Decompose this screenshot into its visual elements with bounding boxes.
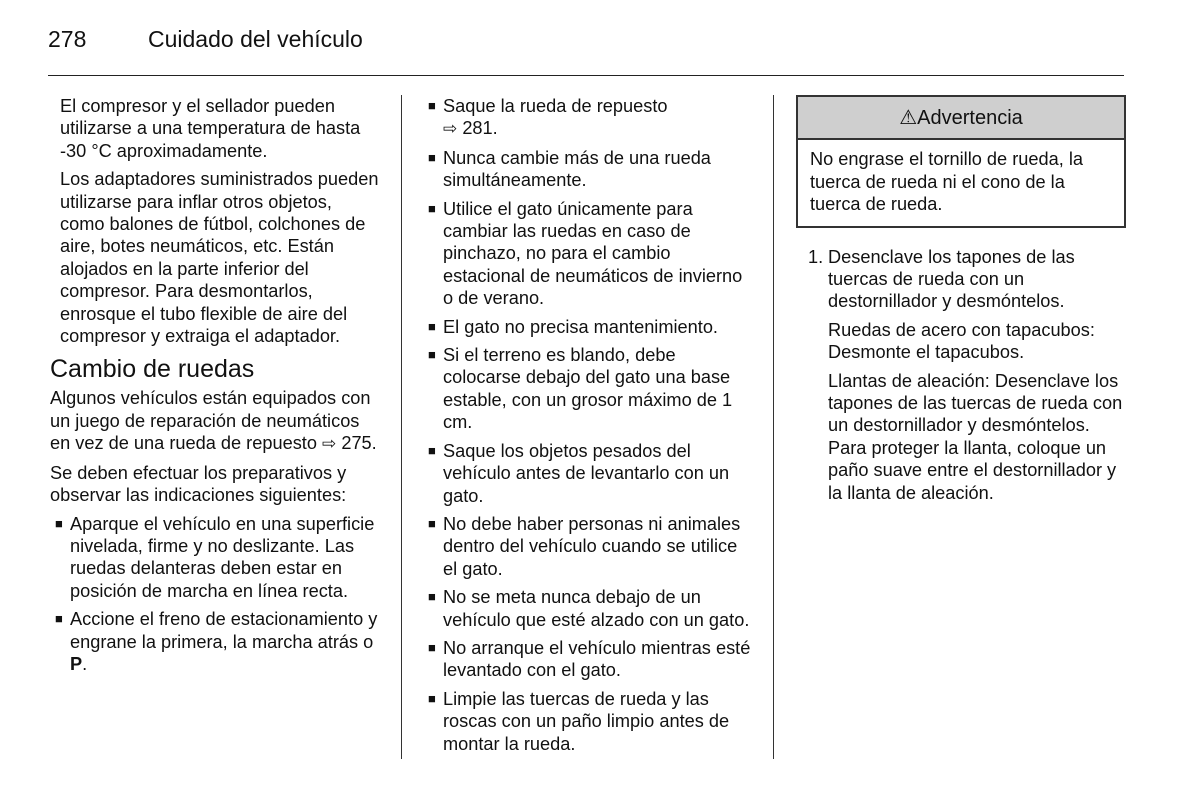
list-item-text: No arranque el vehículo mientras esté levantado con el gato. — [443, 637, 751, 681]
list-item — [423, 440, 753, 507]
list-item — [50, 608, 380, 675]
page-ref: 275. — [341, 433, 377, 454]
page-ref-icon: ⇨ — [322, 434, 337, 454]
paragraph-preparations: Se deben efectuar los preparativos y observar las indicaciones siguientes: — [50, 462, 347, 506]
bullet-list-middle — [423, 95, 753, 755]
warning-text: No engrase el tornillo de rueda, la tuerca de rueda ni el cono de la tuerca de rueda. — [810, 149, 1083, 215]
page-number: 278 — [48, 26, 87, 52]
step-text: Desenclave los tapones de las tuercas de rueda con un destornillador y desmóntelos. — [828, 246, 1075, 312]
header-divider — [48, 75, 1124, 76]
list-item — [423, 198, 753, 310]
warning-icon: ⚠ — [899, 107, 918, 129]
list-item — [50, 513, 380, 603]
list-item-text: Nunca cambie más de una rueda simultáneamente. — [443, 147, 711, 191]
warning-title: Advertencia — [917, 107, 1023, 129]
bullet-icon: ■ — [428, 318, 436, 334]
list-item-text: Saque los objetos pesados del vehículo antes de levantarlo con un gato. — [443, 440, 730, 506]
gear-letter: P — [70, 653, 83, 674]
bullet-icon: ■ — [428, 442, 436, 458]
bullet-icon: ■ — [428, 98, 436, 113]
list-item-text: Utilice el gato únicamente para cambiar las ruedas en caso de pinchazo, no para el cambio estacional de neumáticos de invierno o de verano. — [443, 198, 743, 309]
bullet-icon: ■ — [55, 515, 63, 531]
list-item-text: No se meta nunca debajo de un vehículo que esté alzado con un gato. — [443, 587, 750, 630]
list-item-text: Accione el freno de estacionamiento y engrane la primera, la marcha atrás o — [70, 609, 378, 652]
list-item-end: . — [82, 653, 88, 674]
list-item — [423, 147, 753, 192]
page-ref: 281. — [462, 118, 498, 139]
bullet-list-left — [50, 513, 380, 676]
list-item-text: El gato no precisa mantenimiento. — [443, 316, 718, 337]
bullet-icon: ■ — [428, 639, 436, 655]
bullet-icon: ■ — [55, 611, 63, 627]
list-item-text: Aparque el vehículo en una superficie nivelada, firme y no deslizante. Las ruedas delanteras deben estar en posición de marcha en línea recta. — [70, 513, 375, 601]
step-item — [796, 246, 1126, 313]
list-item — [423, 95, 753, 141]
warning-header — [798, 97, 1124, 140]
list-item-text: No debe haber personas ni animales dentro del vehículo cuando se utilice el gato. — [443, 513, 741, 579]
list-item — [423, 316, 753, 338]
column-right — [796, 95, 1126, 510]
bullet-icon: ■ — [428, 515, 436, 531]
page-header — [48, 26, 363, 53]
list-item — [423, 344, 753, 434]
paragraph-adapters: Los adaptadores suministrados pueden utilizarse para inflar otros objetos, como balones de fútbol, colchones de aire, botes neumáticos, etc. Están alojados en la parte inferior del compresor. Para desmontarlos, enrosque el tubo flexible de aire del compresor y extraiga el adaptador. — [60, 169, 379, 347]
paragraph-repair-kit — [50, 387, 380, 455]
list-item — [423, 513, 753, 580]
section-heading: Cambio de ruedas — [50, 355, 255, 384]
list-item — [423, 688, 753, 755]
list-item — [423, 586, 753, 631]
paragraph-compressor-temp: El compresor y el sellador pueden utilizarse a una temperatura de hasta -30 °C aproximadamente. — [60, 96, 361, 161]
column-divider — [773, 95, 774, 759]
column-divider — [401, 95, 402, 759]
list-item-text: Si el terreno es blando, debe colocarse debajo del gato una base estable, con un grosor máximo de 1 cm. — [443, 345, 733, 433]
step-number: 1. — [808, 246, 824, 267]
paragraph-repair-kit-text: Algunos vehículos están equipados con un juego de reparación de neumáticos en vez de una rueda de repuesto — [50, 388, 371, 454]
bullet-icon: ■ — [428, 589, 436, 605]
list-item — [423, 637, 753, 682]
column-left — [50, 95, 380, 681]
bullet-icon: ■ — [428, 149, 436, 165]
bullet-icon: ■ — [428, 690, 436, 706]
column-middle — [423, 95, 753, 761]
bullet-icon: ■ — [428, 200, 436, 216]
paragraph-alloy-wheels: Llantas de aleación: Desenclave los tapones de las tuercas de rueda con un destornillador y desmóntelos. Para proteger la llanta, coloque un paño suave entre el destornillador y la llanta de aleación. — [828, 370, 1123, 503]
list-item-text: Limpie las tuercas de rueda y las roscas con un paño limpio antes de montar la rueda. — [443, 688, 730, 754]
page-title: Cuidado del vehículo — [148, 26, 363, 52]
paragraph-steel-wheels: Ruedas de acero con tapacubos: Desmonte el tapacubos. — [828, 319, 1095, 363]
bullet-icon: ■ — [428, 347, 436, 363]
step-list — [796, 246, 1126, 313]
warning-box — [796, 95, 1126, 228]
page-ref-icon: ⇨ — [443, 119, 458, 139]
list-item-text: Saque la rueda de repuesto — [443, 96, 668, 116]
